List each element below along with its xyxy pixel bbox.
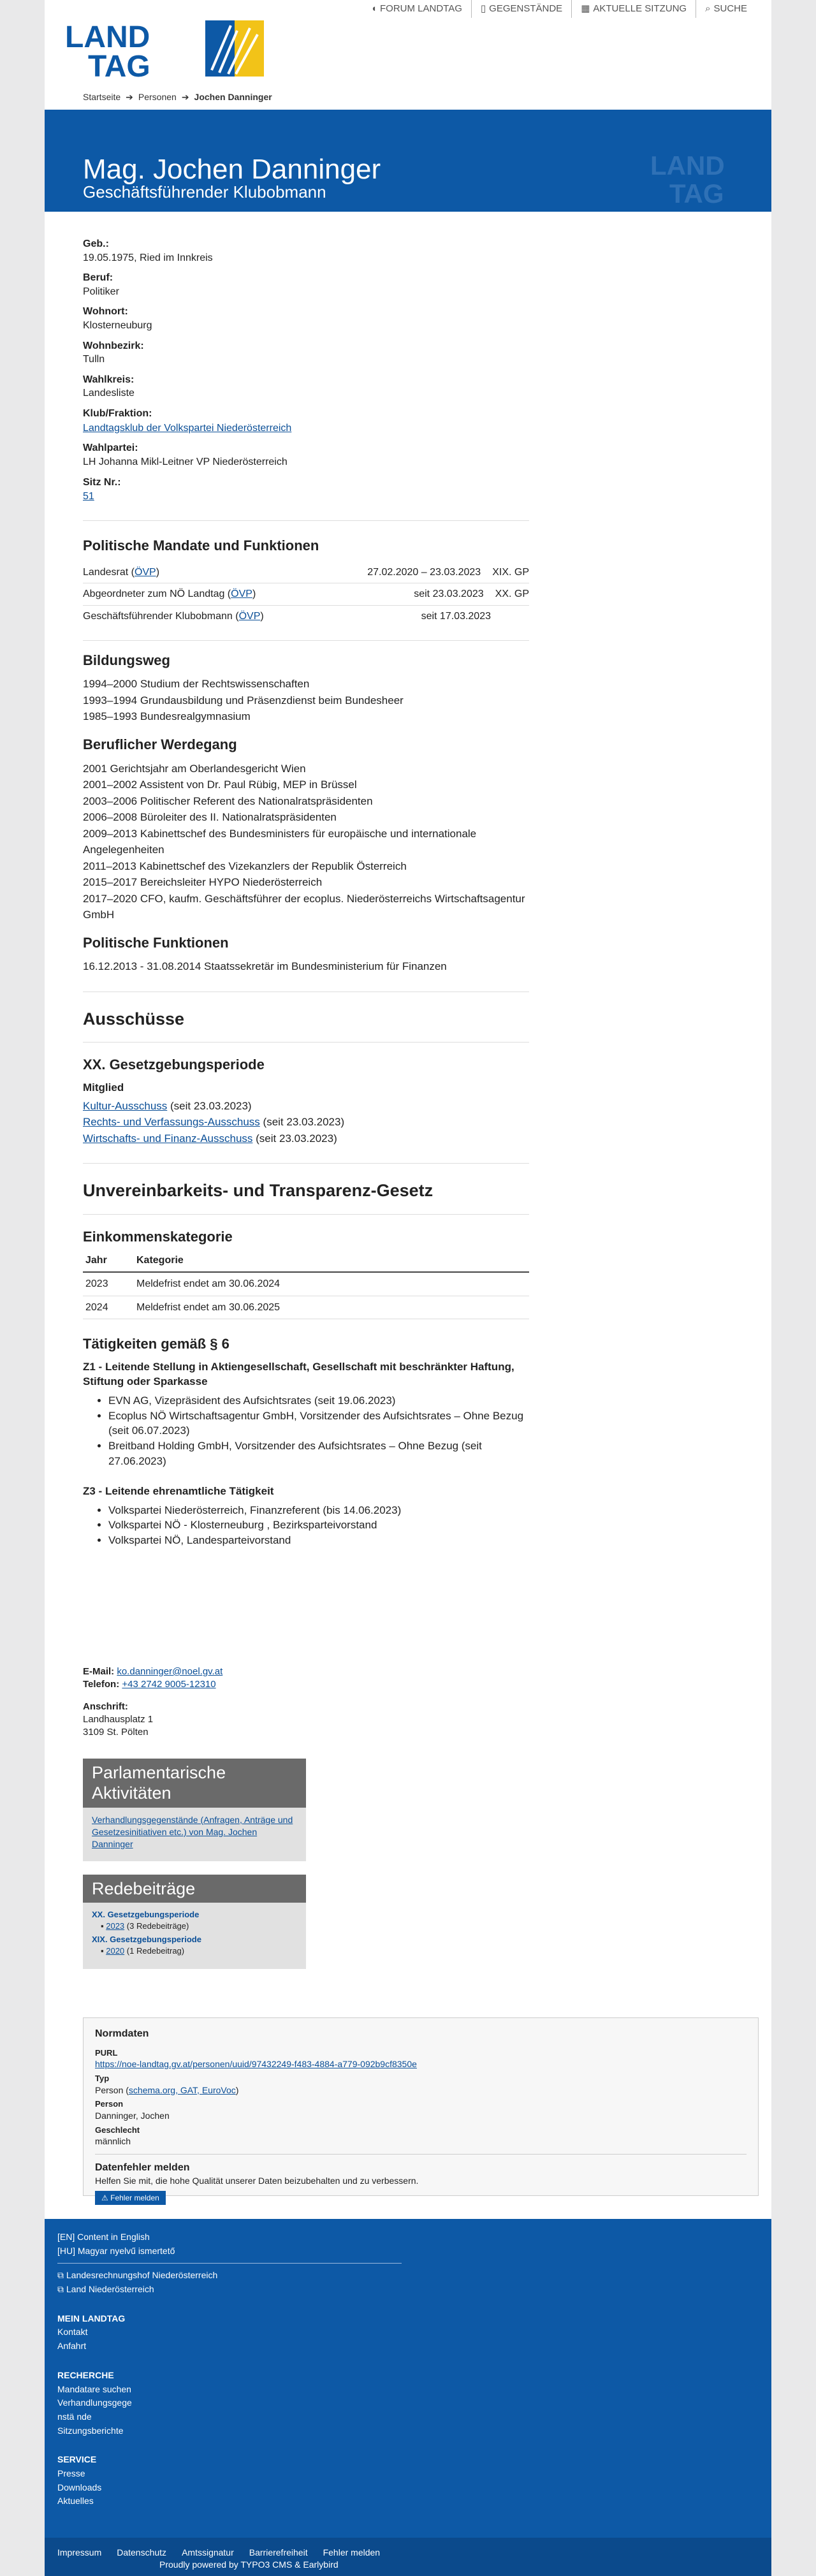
search-link[interactable]: ⌕ SUCHE <box>696 0 756 18</box>
logo-text-land: LAND <box>65 20 150 54</box>
table-row <box>83 1272 529 1296</box>
committees-role: Mitglied <box>83 1081 124 1094</box>
speeches-year-link[interactable]: 2023 <box>106 1921 125 1931</box>
profile-value: Klosterneuburg <box>83 319 152 331</box>
report-heading: Datenfehler melden <box>95 2162 190 2174</box>
footer-link[interactable]: Kontakt <box>57 2327 88 2338</box>
parliamentary-activities-link[interactable]: Verhandlungsgegenstände (Anfragen, Anträge und Gesetzesinitiativen etc.) von Mag. Jochen Danninger <box>92 1814 293 1849</box>
svg-text:LAND: LAND <box>650 150 725 180</box>
footer-link[interactable]: Presse <box>57 2468 85 2478</box>
page-title: Mag. Jochen Danninger <box>83 154 381 185</box>
search-icon: ⌕ <box>705 3 711 14</box>
speeches-count: (3 Redebeiträge) <box>126 1921 189 1931</box>
breadcrumb-home[interactable]: Startseite <box>83 92 121 102</box>
mandate-date: seit 17.03.2023 <box>421 611 491 622</box>
forum-icon: ◖ <box>370 3 377 14</box>
speeches-period: XX. Gesetzgebungsperiode <box>92 1910 200 1920</box>
list-item: • Volkspartei NÖ - Klosterneuburg , Bezirksparteivorstand <box>108 1518 529 1533</box>
mandate-title: Landesrat (ÖVP) <box>83 566 160 578</box>
divider <box>83 1042 529 1043</box>
footer-heading: RECHERCHE <box>57 2369 114 2380</box>
activity-category: Z3 - Leitende ehrenamtliche Tätigkeit <box>83 1484 274 1497</box>
list-item: • Breitband Holding GmbH, Vorsitzender des Aufsichtsrates – Ohne Bezug (seit 27.06.2023) <box>108 1438 529 1469</box>
logo-text-tag: TAG <box>88 50 150 79</box>
forum-link[interactable]: ◖ FORUM LANDTAG <box>362 0 471 18</box>
table-header-row <box>83 1250 529 1272</box>
column-header: Kategorie <box>134 1250 529 1272</box>
profile-label: Wahlpartei: <box>83 443 138 454</box>
normdaten-panel: Normdaten PURL https://noe-landtag.gv.at/personen/uuid/97432249-f483-4884-a779-092b9cf8350e Typ Person (schema.org, GAT, EuroVoc) Person Danninger, Jochen Geschlecht männlich Datenfehler melden Helfen Sie mit, die hohe Qualität unserer Daten beizubehalten und zu verbessern. ⚠ Fehler melden <box>83 2017 759 2196</box>
mandate-title: Abgeordneter zum NÖ Landtag (ÖVP) <box>83 589 256 600</box>
table-row <box>83 1296 529 1319</box>
footer-legal-link[interactable]: Barrierefreiheit <box>249 2547 308 2558</box>
person-label: Person <box>95 2099 124 2109</box>
divider <box>83 520 529 521</box>
page <box>45 0 771 2576</box>
calendar-icon: ▦ <box>581 3 590 14</box>
list-item: • EVN AG, Vizepräsident des Aufsichtsrates (seit 19.06.2023) <box>108 1393 529 1409</box>
education-item: 1985–1993 Bundesrealgymnasium <box>83 710 251 723</box>
footer-heading: MEIN LANDTAG <box>57 2313 126 2324</box>
speeches-year-link[interactable]: 2020 <box>106 1946 125 1956</box>
divider <box>83 640 529 641</box>
external-link-icon: ⧉ <box>57 2284 64 2295</box>
document-icon: ▯ <box>480 3 486 14</box>
email-label: E-Mail: <box>83 1666 115 1677</box>
footer-legal-link[interactable]: Fehler melden <box>323 2547 381 2558</box>
committee-item: Rechts- und Verfassungs-Ausschuss (seit 23.03.2023) <box>83 1116 345 1129</box>
email-link[interactable]: ko.danninger@noel.gv.at <box>117 1666 223 1677</box>
hero-banner <box>45 110 771 212</box>
report-text: Helfen Sie mit, die hohe Qualität unserer Daten beizubehalten und zu verbessern. <box>95 2175 419 2186</box>
career-item: 2015–2017 Bereichsleiter HYPO Niederösterreich <box>83 876 323 889</box>
political-functions-heading: Politische Funktionen <box>83 934 229 951</box>
divider <box>83 1163 529 1164</box>
committees-heading: Ausschüsse <box>83 1009 185 1028</box>
profile-value: Landesliste <box>83 388 135 399</box>
speeches-heading: Redebeiträge <box>83 1875 306 1903</box>
profile-label: Wahlkreis: <box>83 374 135 385</box>
mandate-row <box>83 562 529 584</box>
profile-details <box>83 237 529 504</box>
gender-value: männlich <box>95 2136 131 2147</box>
footer-legal-link[interactable]: Impressum <box>57 2547 102 2558</box>
person-value: Danninger, Jochen <box>95 2111 170 2121</box>
powered-by-text: Proudly powered by TYPO3 CMS & Earlybird <box>159 2559 339 2570</box>
activity-list <box>108 1393 529 1469</box>
address-label: Anschrift: <box>83 1701 128 1712</box>
parliamentary-activities-heading: Parlamentarische Aktivitäten <box>83 1759 306 1808</box>
footer-external-link[interactable]: ⧉ Land Niederösterreich <box>57 2284 154 2295</box>
mandate-period: XIX. GP <box>492 566 529 578</box>
mandate-date: 27.02.2020 – 23.03.2023 <box>367 566 481 578</box>
profile-label: Sitz Nr.: <box>83 476 121 488</box>
list-item: • Volkspartei Niederösterreich, Finanzreferent (bis 14.06.2023) <box>108 1503 529 1518</box>
table-cell: 2023 <box>83 1272 134 1296</box>
committee-item: Kultur-Ausschuss (seit 23.03.2023) <box>83 1099 252 1112</box>
page-subtitle: Geschäftsführender Klubobmann <box>83 182 326 201</box>
profile-value: LH Johanna Mikl-Leitner VP Niederösterreich <box>83 457 288 468</box>
type-links[interactable]: schema.org, GAT, EuroVoc <box>128 2084 236 2095</box>
political-function-item: 16.12.2013 - 31.08.2014 Staatssekretär im Bundesministerium für Finanzen <box>83 960 447 973</box>
career-item: 2003–2006 Politischer Referent des Nationalratspräsidenten <box>83 794 373 807</box>
profile-label: Beruf: <box>83 272 113 284</box>
footer-link-hu[interactable]: [HU] Magyar nyelvű ismertető <box>57 2245 175 2256</box>
footer-link[interactable]: Verhandlungsgegenstä nde <box>57 2397 132 2422</box>
footer-link[interactable]: Downloads <box>57 2482 102 2492</box>
speeches-box: Redebeiträge XX. Gesetzgebungsperiode ▪ 2023 (3 Redebeiträge) XIX. Gesetzgebungsperiode ▪ 2020 (1 Redebeitrag) <box>83 1875 306 1969</box>
table-cell: Meldefrist endet am 30.06.2024 <box>134 1272 529 1296</box>
mandate-period: XX. GP <box>495 589 529 600</box>
landtag-logo[interactable] <box>64 19 265 79</box>
footer-link-en[interactable]: [EN] Content in English <box>57 2232 150 2242</box>
type-label: Typ <box>95 2074 110 2084</box>
mandate-row <box>83 606 529 627</box>
gegenstaende-link[interactable]: ▯ GEGENSTÄNDE <box>471 0 571 18</box>
mandates-heading: Politische Mandate und Funktionen <box>83 538 319 554</box>
profile-value: Tulln <box>83 354 105 365</box>
mandates-list <box>83 562 529 627</box>
breadcrumb <box>83 91 272 103</box>
career-item: 2011–2013 Kabinettschef des Vizekanzlers der Republik Österreich <box>83 860 407 872</box>
arrow-right-icon: ➔ <box>181 92 189 102</box>
income-table <box>83 1250 529 1319</box>
profile-value: 19.05.1975, Ried im Innkreis <box>83 252 213 263</box>
party-link[interactable]: ÖVP <box>134 566 156 578</box>
phone-link[interactable]: +43 2742 9005-12310 <box>122 1679 216 1690</box>
education-item: 1994–2000 Studium der Rechtswissenschaften <box>83 678 310 691</box>
contact-info <box>83 1665 338 1739</box>
committee-link[interactable]: Wirtschafts- und Finanz-Ausschuss <box>83 1132 253 1145</box>
sitzung-link[interactable]: ▦ AKTUELLE SITZUNG <box>571 0 696 18</box>
footer-link[interactable]: Sitzungsberichte <box>57 2425 124 2436</box>
purl-link[interactable]: https://noe-landtag.gv.at/personen/uuid/97432249-f483-4884-a779-092b9cf8350e <box>95 2059 417 2070</box>
activities-heading: Tätigkeiten gemäß § 6 <box>83 1336 229 1352</box>
transparency-heading: Unvereinbarkeits- und Transparenz-Gesetz <box>83 1181 433 1201</box>
breadcrumb-current: Jochen Danninger <box>194 92 272 102</box>
profile-label: Wohnort: <box>83 306 128 318</box>
external-link-icon: ⧉ <box>57 2270 64 2281</box>
divider <box>57 2263 402 2264</box>
activity-category: Z1 - Leitende Stellung in Aktiengesellschaft, Gesellschaft mit beschränkter Haftung, Stiftung oder Sparkasse <box>83 1360 514 1387</box>
speeches-count: (1 Redebeitrag) <box>126 1946 185 1956</box>
divider <box>83 1214 529 1215</box>
arrow-right-icon: ➔ <box>126 92 133 102</box>
klub-link[interactable]: Landtagsklub der Volkspartei Niederösterreich <box>83 422 292 434</box>
list-item: • Volkspartei NÖ, Landesparteivorstand <box>108 1533 529 1548</box>
party-link[interactable]: ÖVP <box>238 611 261 622</box>
activity-list <box>108 1503 529 1548</box>
report-error-button[interactable]: ⚠ Fehler melden <box>95 2191 166 2205</box>
svg-text:TAG: TAG <box>669 179 724 204</box>
committee-link[interactable]: Rechts- und Verfassungs-Ausschuss <box>83 1116 260 1129</box>
top-navigation <box>362 0 756 18</box>
footer-link[interactable]: Mandatare suchen <box>57 2383 131 2394</box>
profile-label: Geb.: <box>83 238 109 249</box>
address-line: 3109 St. Pölten <box>83 1727 149 1738</box>
footer-external-link[interactable]: ⧉ Landesrechnungshof Niederösterreich <box>57 2270 218 2281</box>
breadcrumb-persons[interactable]: Personen <box>138 92 177 102</box>
career-item: 2001 Gerichtsjahr am Oberlandesgericht Wien <box>83 762 306 775</box>
logo-emblem-icon <box>205 20 264 77</box>
committee-item: Wirtschafts- und Finanz-Ausschuss (seit 23.03.2023) <box>83 1132 337 1145</box>
profile-label: Wohnbezirk: <box>83 340 144 351</box>
committees-period: XX. Gesetzgebungsperiode <box>83 1057 265 1073</box>
warning-icon: ⚠ <box>101 2193 108 2202</box>
mandate-row <box>83 583 529 606</box>
footer <box>45 2219 771 2538</box>
footer-legal-link[interactable]: Amtssignatur <box>182 2547 234 2558</box>
footer-heading: SERVICE <box>57 2454 97 2465</box>
career-item: 2017–2020 CFO, kaufm. Geschäftsführer der ecoplus. Niederösterreichs Wirtschaftsagentur GmbH <box>83 892 525 921</box>
logo-watermark-icon <box>650 150 759 204</box>
profile-value: Politiker <box>83 286 119 297</box>
purl-label: PURL <box>95 2047 118 2058</box>
column-header: Jahr <box>83 1250 134 1272</box>
income-category-heading: Einkommenskategorie <box>83 1228 233 1245</box>
mandate-title: Geschäftsführender Klubobmann (ÖVP) <box>83 611 264 622</box>
party-link[interactable]: ÖVP <box>231 589 252 600</box>
list-item: • Ecoplus NÖ Wirtschaftsagentur GmbH, Vorsitzender des Aufsichtsrates – Ohne Bezug (seit 06.07.2023) <box>108 1409 529 1439</box>
profile-label: Klub/Fraktion: <box>83 407 152 419</box>
gender-label: Geschlecht <box>95 2125 140 2135</box>
main-content <box>83 231 529 1548</box>
education-item: 1993–1994 Grundausbildung und Präsenzdienst beim Bundesheer <box>83 694 404 706</box>
education-heading: Bildungsweg <box>83 652 170 668</box>
career-heading: Beruflicher Werdegang <box>83 736 237 752</box>
table-cell: 2024 <box>83 1296 134 1319</box>
phone-label: Telefon: <box>83 1679 120 1690</box>
career-item: 2001–2002 Assistent von Dr. Paul Rübig, MEP in Brüssel <box>83 779 357 791</box>
mandate-date: seit 23.03.2023 <box>414 589 484 600</box>
footer-link[interactable]: Anfahrt <box>57 2341 87 2352</box>
address-line: Landhausplatz 1 <box>83 1713 154 1725</box>
committee-link[interactable]: Kultur-Ausschuss <box>83 1099 168 1112</box>
footer-bottom-bar <box>45 2538 771 2576</box>
parliamentary-activities-box <box>83 1759 306 1861</box>
footer-link[interactable]: Aktuelles <box>57 2496 94 2506</box>
footer-legal-link[interactable]: Datenschutz <box>117 2547 167 2558</box>
seat-number-link[interactable]: 51 <box>83 491 94 502</box>
speeches-period: XIX. Gesetzgebungsperiode <box>92 1935 201 1945</box>
career-item: 2009–2013 Kabinettschef des Bundesministers für europäische und internationale Angelegenheiten <box>83 827 477 856</box>
normdaten-heading: Normdaten <box>95 2028 149 2039</box>
career-item: 2006–2008 Büroleiter des II. Nationalratspräsidenten <box>83 811 337 824</box>
table-cell: Meldefrist endet am 30.06.2025 <box>134 1296 529 1319</box>
